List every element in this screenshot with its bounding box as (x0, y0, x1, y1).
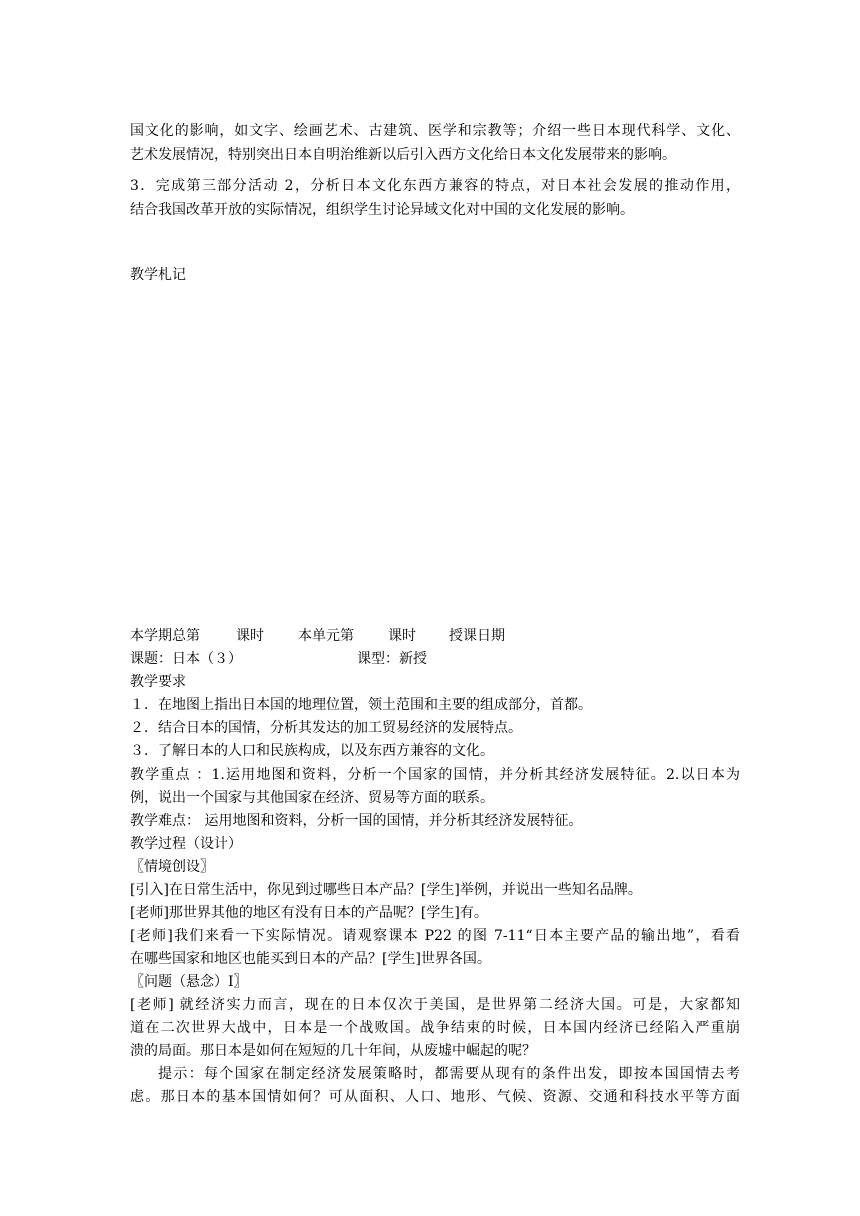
date-label: 授课日期 (449, 628, 505, 644)
hint-line-2: 虑。那日本的基本国情如何？可从面积、人口、地形、气候、资源、交通和科技水平等方面 (130, 1089, 740, 1105)
requirement-item: ３．了解日本的人口和民族构成，以及东西方兼容的文化。 (130, 743, 494, 759)
key-points-line-1: 教学重点 ：1.运用地图和资料，分析一个国家的国情，并分析其经济发展特征。2.以日本为 (130, 767, 740, 783)
schedule-line (130, 624, 740, 648)
question-line: 溃的局面。那日本是如何在短短的几十年间，从废墟中崛起的呢？ (130, 1043, 536, 1059)
unit-label: 本单元第 (298, 628, 354, 644)
scenario-line: [引入]在日常生活中，你见到过哪些日本产品？[学生]举例，并说出一些知名品牌。 (130, 882, 642, 898)
teaching-notes-heading: 教学札记 (130, 267, 186, 283)
key-points-line-2: 例，说出一个国家与其他国家在经济、贸易等方面的联系。 (130, 790, 494, 806)
question-line: [老师] 就经济实力而言，现在的日本仅次于美国，是世界第二经济大国。可是，大家都知 (130, 997, 740, 1013)
requirement-item: １．在地图上指出日本国的地理位置，领土范围和主要的组成部分，首都。 (130, 697, 592, 713)
paragraph-activity-line-2: 结合我国改革开放的实际情况，组织学生讨论异域文化对中国的文化发展的影响。 (130, 202, 634, 218)
scenario-line: [老师]那世界其他的地区有没有日本的产品呢？[学生]有。 (130, 905, 488, 921)
question-line: 道在二次世界大战中，日本是一个战败国。战争结束的时候，日本国内经济已经陷入严重崩 (130, 1020, 740, 1036)
scenario-line: [老师]我们来看一下实际情况。请观察课本 P22 的图 7-11“日本主要产品的输出地”，看看 (130, 928, 740, 944)
requirement-item: ２．结合日本的国情，分析其发达的加工贸易经济的发展特点。 (130, 720, 522, 736)
period-label-2: 课时 (388, 628, 416, 644)
scenario-line: 在哪些国家和地区也能买到日本的产品？[学生]世界各国。 (130, 951, 491, 967)
question-heading: 〖问题（悬念）Ⅰ〗 (130, 974, 248, 990)
process-heading: 教学过程（设计） (130, 836, 242, 852)
semester-total-label: 本学期总第 (130, 628, 200, 644)
paragraph-activity-line-1: 3．完成第三部分活动 2，分析日本文化东西方兼容的特点，对日本社会发展的推动作用， (130, 178, 740, 194)
requirements-heading: 教学要求 (130, 674, 186, 690)
lesson-topic: 课题：日本（３） (130, 651, 242, 667)
lesson-line (130, 647, 740, 671)
difficulties-line: 教学难点： 运用地图和资料，分析一国的国情，并分析其经济发展特征。 (130, 813, 583, 829)
scenario-heading: 〖情境创设〗 (130, 859, 214, 875)
lesson-type: 课型：新授 (357, 651, 427, 667)
period-label-1: 课时 (236, 628, 264, 644)
paragraph-culture-line-2: 艺术发展情况，特别突出日本自明治维新以后引入西方文化给日本文化发展带来的影响。 (130, 147, 676, 163)
hint-line-1: 提示：每个国家在制定经济发展策略时，都需要从现有的条件出发，即按本国国情去考 (158, 1066, 740, 1082)
paragraph-culture-line-1: 国文化的影响，如文字、绘画艺术、古建筑、医学和宗教等；介绍一些日本现代科学、文化、 (130, 123, 740, 139)
